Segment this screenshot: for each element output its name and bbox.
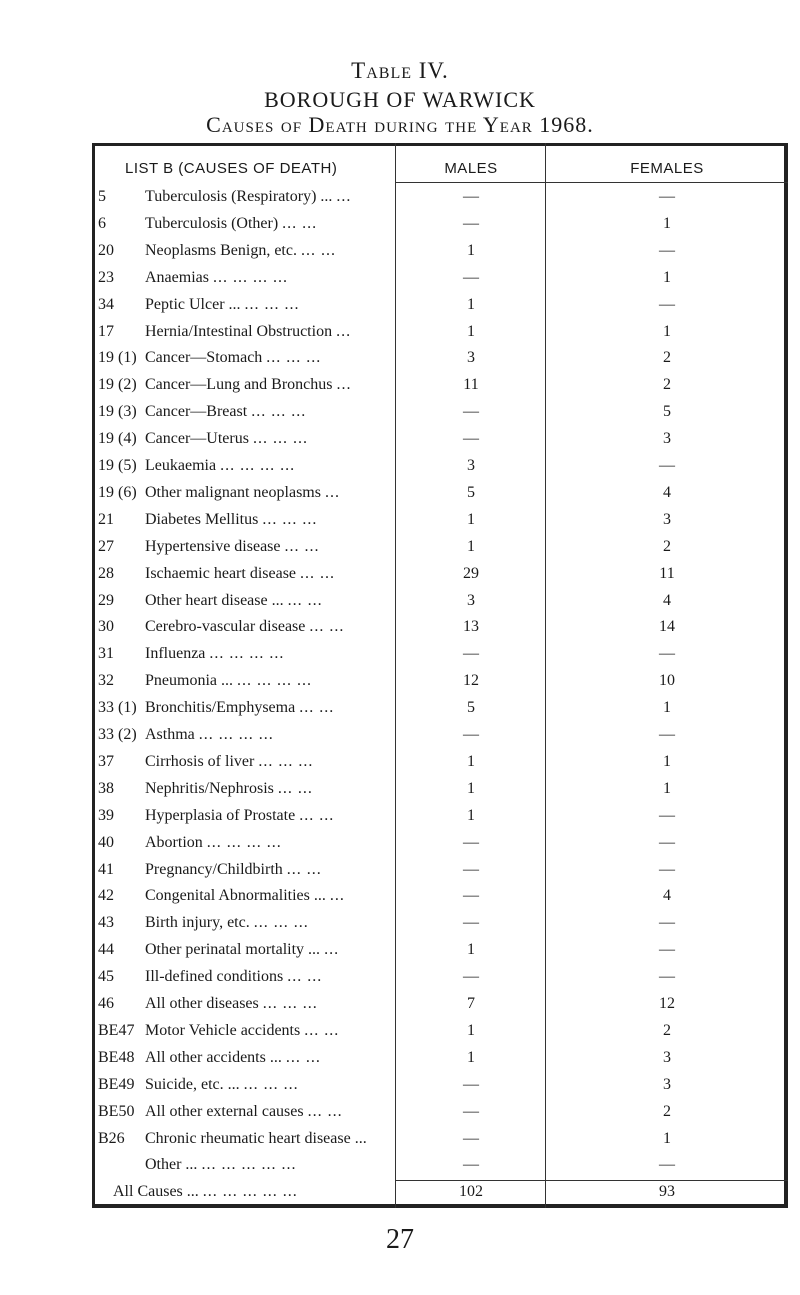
cause-name: Tuberculosis (Other) ... ... bbox=[145, 214, 318, 232]
males-count: 1 bbox=[467, 806, 475, 824]
cause-name: Motor Vehicle accidents ... ... bbox=[145, 1021, 340, 1039]
cause-code: 19 (1) bbox=[98, 349, 137, 367]
table-row bbox=[95, 887, 785, 913]
total-males: 102 bbox=[459, 1183, 483, 1200]
females-count: — bbox=[659, 914, 675, 932]
males-count: 3 bbox=[467, 591, 475, 609]
table-row bbox=[95, 1156, 785, 1182]
table-row bbox=[95, 995, 785, 1021]
table-row bbox=[95, 941, 785, 967]
males-count: — bbox=[463, 645, 479, 663]
males-count: 1 bbox=[467, 1048, 475, 1066]
column-header-females: FEMALES bbox=[630, 160, 704, 177]
females-count: — bbox=[659, 457, 675, 474]
males-count: — bbox=[463, 860, 479, 878]
table-row bbox=[95, 511, 785, 537]
table-row bbox=[95, 968, 785, 994]
cause-name: Nephritis/Nephrosis ... ... bbox=[145, 779, 313, 797]
cause-name: All other accidents ... ... ... bbox=[145, 1048, 321, 1066]
cause-name: Cirrhosis of liver ... ... ... bbox=[145, 752, 314, 770]
table-row bbox=[95, 376, 785, 402]
males-count: 1 bbox=[467, 941, 475, 959]
cause-name: Congenital Abnormalities ... ... bbox=[145, 887, 345, 905]
table-number: Table IV. bbox=[351, 58, 449, 83]
table-row bbox=[95, 565, 785, 591]
cause-code: 30 bbox=[98, 618, 114, 636]
cause-code: 33 (1) bbox=[98, 699, 137, 717]
females-count: 4 bbox=[663, 887, 671, 905]
cause-code: 43 bbox=[98, 914, 114, 932]
cause-code: 20 bbox=[98, 241, 114, 259]
cause-name: Asthma ... ... ... ... bbox=[145, 726, 274, 743]
females-count: — bbox=[659, 968, 675, 986]
females-count: — bbox=[659, 833, 675, 851]
cause-name: Ill-defined conditions ... ... bbox=[145, 968, 323, 986]
cause-code: 37 bbox=[98, 752, 114, 770]
females-count: 1 bbox=[663, 699, 671, 717]
cause-code: 38 bbox=[98, 779, 114, 797]
males-count: 1 bbox=[467, 1021, 475, 1039]
table-row bbox=[95, 1130, 785, 1156]
cause-code: BE50 bbox=[98, 1102, 135, 1120]
table-row bbox=[95, 1049, 785, 1075]
cause-code: BE49 bbox=[98, 1075, 135, 1093]
females-count: 1 bbox=[663, 268, 671, 286]
borough-title: BOROUGH OF WARWICK bbox=[264, 87, 536, 112]
table-row bbox=[95, 780, 785, 806]
cause-name: Tuberculosis (Respiratory) ... ... bbox=[145, 188, 352, 205]
males-count: 1 bbox=[467, 241, 475, 259]
table-subtitle: Causes of Death during the Year 1968. bbox=[206, 112, 594, 137]
cause-name: Anaemias ... ... ... ... bbox=[145, 268, 288, 286]
males-count: — bbox=[463, 968, 479, 986]
cause-code: B26 bbox=[98, 1129, 125, 1147]
cause-name: Bronchitis/Emphysema ... ... bbox=[145, 699, 335, 717]
table-row bbox=[95, 914, 785, 940]
females-count: 14 bbox=[659, 618, 675, 636]
cause-name: Suicide, etc. ... ... ... ... bbox=[145, 1075, 299, 1093]
males-count: — bbox=[463, 726, 479, 743]
cause-code: BE47 bbox=[98, 1021, 135, 1039]
cause-name: Other malignant neoplasms ... bbox=[145, 483, 340, 501]
table-row bbox=[95, 807, 785, 833]
column-header-males: MALES bbox=[444, 160, 498, 177]
cause-code: 33 (2) bbox=[98, 726, 137, 743]
females-count: 11 bbox=[659, 564, 675, 582]
males-count: 1 bbox=[467, 322, 475, 340]
cause-code: 23 bbox=[98, 268, 114, 286]
cause-code: 5 bbox=[98, 188, 106, 205]
males-count: 1 bbox=[467, 537, 475, 555]
table-row bbox=[95, 269, 785, 295]
males-count: 29 bbox=[463, 564, 479, 582]
table-row bbox=[95, 672, 785, 698]
males-count: 1 bbox=[467, 510, 475, 528]
cause-name: Abortion ... ... ... ... bbox=[145, 833, 282, 851]
cause-code: 31 bbox=[98, 645, 114, 663]
females-count: — bbox=[659, 241, 675, 259]
males-count: 12 bbox=[463, 672, 479, 690]
cause-name: Pregnancy/Childbirth ... ... bbox=[145, 860, 322, 878]
females-count: 1 bbox=[663, 752, 671, 770]
females-count: 2 bbox=[663, 376, 671, 394]
cause-name: Influenza ... ... ... ... bbox=[145, 645, 285, 663]
males-count: 1 bbox=[467, 779, 475, 797]
table-row bbox=[95, 188, 785, 214]
males-count: 5 bbox=[467, 699, 475, 717]
cause-code: 27 bbox=[98, 537, 114, 555]
cause-name: All other diseases ... ... ... bbox=[145, 995, 318, 1012]
cause-code: 29 bbox=[98, 591, 114, 609]
females-count: — bbox=[659, 726, 675, 743]
cause-name: Peptic Ulcer ... ... ... ... bbox=[145, 295, 300, 313]
cause-code: 34 bbox=[98, 295, 114, 313]
cause-code: 19 (4) bbox=[98, 430, 137, 448]
total-label: All Causes ... ... ... ... ... ... bbox=[113, 1183, 298, 1200]
females-count: 3 bbox=[663, 1048, 671, 1066]
cause-name: Pneumonia ... ... ... ... ... bbox=[145, 672, 312, 690]
males-count: — bbox=[463, 214, 479, 232]
cause-code: 28 bbox=[98, 564, 114, 582]
table-row bbox=[95, 834, 785, 860]
cause-code: 46 bbox=[98, 995, 114, 1012]
males-count: — bbox=[463, 833, 479, 851]
males-count: — bbox=[463, 914, 479, 932]
cause-name: All other external causes ... ... bbox=[145, 1102, 343, 1120]
cause-name: Hernia/Intestinal Obstruction ... bbox=[145, 322, 352, 340]
females-count: 2 bbox=[663, 537, 671, 555]
cause-name: Cancer—Breast ... ... ... bbox=[145, 403, 307, 421]
males-count: 5 bbox=[467, 483, 475, 501]
males-count: — bbox=[463, 188, 479, 205]
males-count: — bbox=[463, 1129, 479, 1147]
males-count: — bbox=[463, 430, 479, 448]
table-row bbox=[95, 699, 785, 725]
males-count: — bbox=[463, 1075, 479, 1093]
males-count: — bbox=[463, 1156, 479, 1174]
cause-code: BE48 bbox=[98, 1048, 135, 1066]
cause-code: 41 bbox=[98, 860, 114, 878]
table-row bbox=[95, 484, 785, 510]
females-count: — bbox=[659, 806, 675, 824]
females-count: 10 bbox=[659, 672, 675, 690]
females-count: — bbox=[659, 295, 675, 313]
cause-name: Cancer—Stomach ... ... ... bbox=[145, 349, 322, 367]
females-count: 4 bbox=[663, 591, 671, 609]
females-count: — bbox=[659, 645, 675, 663]
table-row bbox=[95, 457, 785, 483]
cause-name: Leukaemia ... ... ... ... bbox=[145, 457, 296, 474]
total-females: 93 bbox=[659, 1183, 675, 1200]
cause-name: Neoplasms Benign, etc. ... ... bbox=[145, 241, 336, 259]
table-row bbox=[95, 861, 785, 887]
males-count: — bbox=[463, 1102, 479, 1120]
cause-name: Cancer—Uterus ... ... ... bbox=[145, 430, 308, 448]
cause-name: Other ... ... ... ... ... ... bbox=[145, 1156, 297, 1174]
females-count: 12 bbox=[659, 995, 675, 1012]
females-count: — bbox=[659, 860, 675, 878]
females-count: 1 bbox=[663, 214, 671, 232]
table-row bbox=[95, 753, 785, 779]
females-count: 2 bbox=[663, 349, 671, 367]
males-count: 11 bbox=[463, 376, 479, 394]
cause-code: 19 (6) bbox=[98, 483, 137, 501]
cause-code: 19 (5) bbox=[98, 457, 137, 474]
females-count: — bbox=[659, 941, 675, 959]
males-count: — bbox=[463, 887, 479, 905]
cause-code: 19 (3) bbox=[98, 403, 137, 421]
table-row bbox=[95, 538, 785, 564]
table-row bbox=[95, 430, 785, 456]
males-count: — bbox=[463, 268, 479, 286]
table-row bbox=[95, 296, 785, 322]
females-count: 2 bbox=[663, 1021, 671, 1039]
cause-code: 42 bbox=[98, 887, 114, 905]
cause-name: Hyperplasia of Prostate ... ... bbox=[145, 806, 335, 824]
cause-code: 17 bbox=[98, 322, 114, 340]
males-count: 3 bbox=[467, 349, 475, 367]
females-count: 5 bbox=[663, 403, 671, 421]
cause-code: 45 bbox=[98, 968, 114, 986]
females-count: — bbox=[659, 188, 675, 205]
females-count: 1 bbox=[663, 322, 671, 340]
females-count: 2 bbox=[663, 1102, 671, 1120]
cause-code: 21 bbox=[98, 510, 114, 528]
column-header-list: LIST B (CAUSES OF DEATH) bbox=[125, 160, 338, 177]
cause-code: 32 bbox=[98, 672, 114, 690]
table-row bbox=[95, 645, 785, 671]
males-count: 13 bbox=[463, 618, 479, 636]
females-count: 3 bbox=[663, 1075, 671, 1093]
table-row bbox=[95, 1076, 785, 1102]
header-rule bbox=[395, 182, 788, 183]
table-row bbox=[95, 215, 785, 241]
table-row bbox=[95, 1103, 785, 1129]
cause-name: Other heart disease ... ... ... bbox=[145, 591, 323, 609]
table-row bbox=[95, 618, 785, 644]
females-count: — bbox=[659, 1156, 675, 1174]
page-number: 27 bbox=[386, 1224, 414, 1255]
cause-name: Ischaemic heart disease ... ... bbox=[145, 564, 336, 582]
cause-name: Birth injury, etc. ... ... ... bbox=[145, 914, 309, 932]
cause-code: 44 bbox=[98, 941, 114, 959]
table-row bbox=[95, 1022, 785, 1048]
table-row bbox=[95, 592, 785, 618]
females-count: 1 bbox=[663, 779, 671, 797]
cause-name: Other perinatal mortality ... ... bbox=[145, 941, 340, 959]
males-count: 3 bbox=[467, 457, 475, 474]
females-count: 1 bbox=[663, 1129, 671, 1147]
cause-code: 6 bbox=[98, 214, 106, 232]
cause-name: Cerebro-vascular disease ... ... bbox=[145, 618, 345, 636]
males-count: 7 bbox=[467, 995, 475, 1012]
cause-name: Hypertensive disease ... ... bbox=[145, 537, 320, 555]
females-count: 3 bbox=[663, 510, 671, 528]
table-row bbox=[95, 242, 785, 268]
cause-name: Chronic rheumatic heart disease ... bbox=[145, 1129, 367, 1147]
cause-name: Diabetes Mellitus ... ... ... bbox=[145, 510, 318, 528]
males-count: — bbox=[463, 403, 479, 421]
cause-code: 40 bbox=[98, 833, 114, 851]
males-count: 1 bbox=[467, 295, 475, 313]
table-row bbox=[95, 726, 785, 752]
females-count: 3 bbox=[663, 430, 671, 448]
cause-code: 39 bbox=[98, 806, 114, 824]
table-row bbox=[95, 403, 785, 429]
table-row bbox=[95, 349, 785, 375]
females-count: 4 bbox=[663, 483, 671, 501]
males-count: 1 bbox=[467, 752, 475, 770]
cause-name: Cancer—Lung and Bronchus ... bbox=[145, 376, 352, 394]
table-row bbox=[95, 323, 785, 349]
cause-code: 19 (2) bbox=[98, 376, 137, 394]
